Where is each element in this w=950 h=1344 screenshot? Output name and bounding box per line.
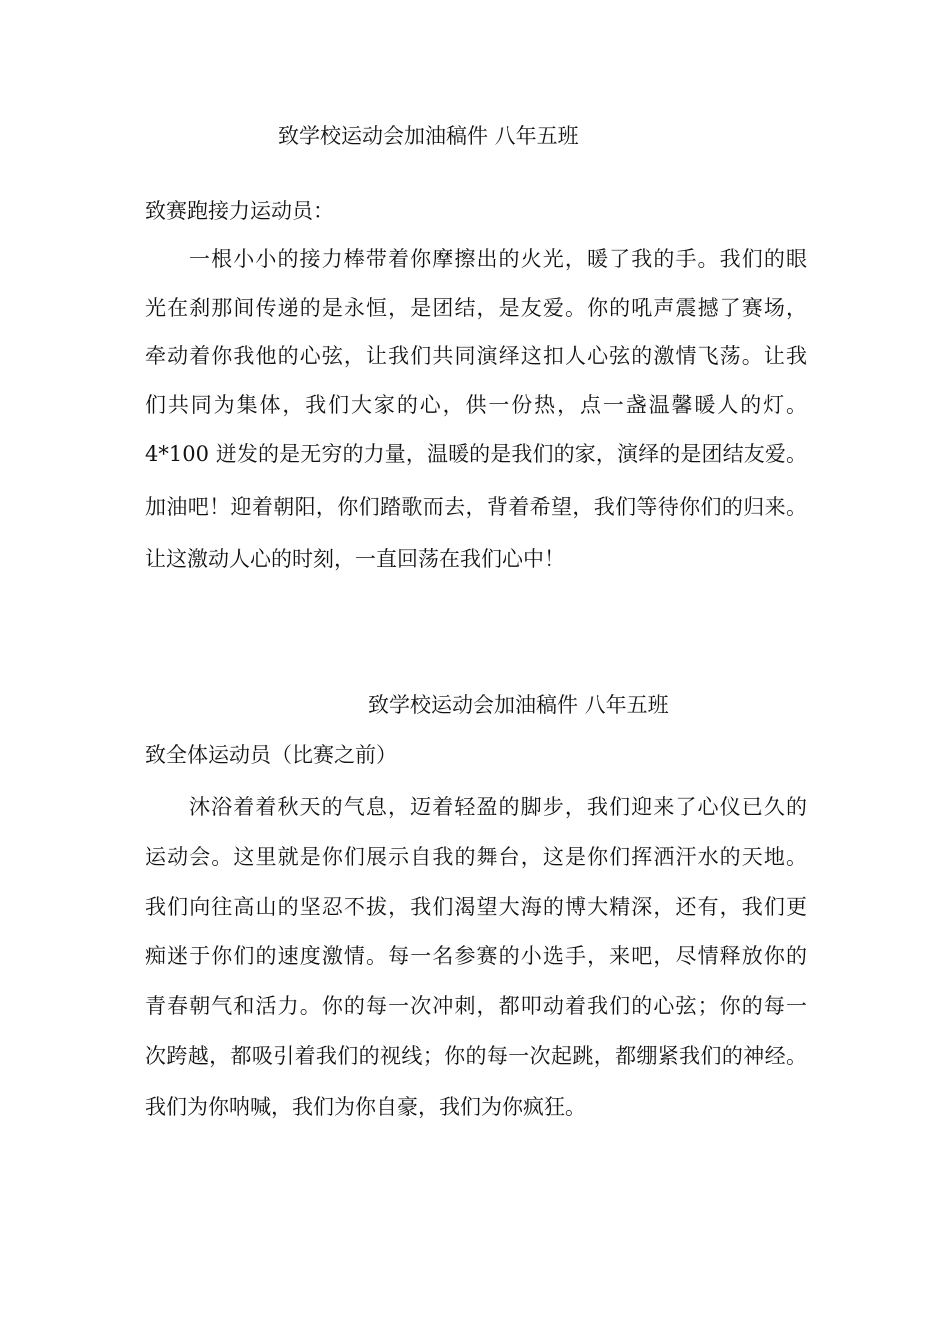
- section1-paragraph-line-3: 牵动着你我他的心弦，让我们共同演绎这扣人心弦的激情飞荡。让我: [145, 344, 807, 368]
- section1-paragraph-line-5: 4*100 迸发的是无穷的力量，温暖的是我们的家，演绎的是团结友爱。: [145, 442, 807, 466]
- section1-salutation: 致赛跑接力运动员：: [145, 199, 334, 223]
- section2-paragraph-line-1: 沐浴着着秋天的气息，迈着轻盈的脚步，我们迎来了心仪已久的: [189, 795, 807, 819]
- section1-paragraph-line-1: 一根小小的接力棒带着你摩擦出的火光，暖了我的手。我们的眼: [189, 247, 807, 271]
- section2-paragraph-line-4: 痴迷于你们的速度激情。每一名参赛的小选手，来吧，尽情释放你的: [145, 944, 807, 968]
- section2-paragraph-line-7: 我们为你呐喊，我们为你自豪，我们为你疯狂。: [145, 1095, 586, 1119]
- section1-paragraph-line-7: 让这激动人心的时刻，一直回荡在我们心中！: [145, 547, 565, 571]
- section1-title: 致学校运动会加油稿件 八年五班: [278, 124, 579, 148]
- section2-paragraph-line-5: 青春朝气和活力。你的每一次冲刺，都叩动着我们的心弦；你的每一: [145, 994, 807, 1018]
- section2-salutation: 致全体运动员（比赛之前）: [145, 743, 397, 767]
- section1-paragraph-line-6: 加油吧！迎着朝阳，你们踏歌而去，背着希望，我们等待你们的归来。: [145, 495, 807, 519]
- section1-paragraph-line-4: 们共同为集体，我们大家的心，供一份热，点一盏温馨暖人的灯。: [145, 393, 807, 417]
- section1-paragraph-line-2: 光在刹那间传递的是永恒，是团结，是友爱。你的吼声震撼了赛场，: [145, 296, 807, 320]
- section2-title: 致学校运动会加油稿件 八年五班: [368, 693, 669, 717]
- section2-paragraph-line-3: 我们向往高山的坚忍不拔，我们渴望大海的博大精深，还有，我们更: [145, 895, 807, 919]
- section2-paragraph-line-6: 次跨越，都吸引着我们的视线；你的每一次起跳，都绷紧我们的神经。: [145, 1044, 807, 1068]
- section2-paragraph-line-2: 运动会。这里就是你们展示自我的舞台，这是你们挥洒汗水的天地。: [145, 845, 807, 869]
